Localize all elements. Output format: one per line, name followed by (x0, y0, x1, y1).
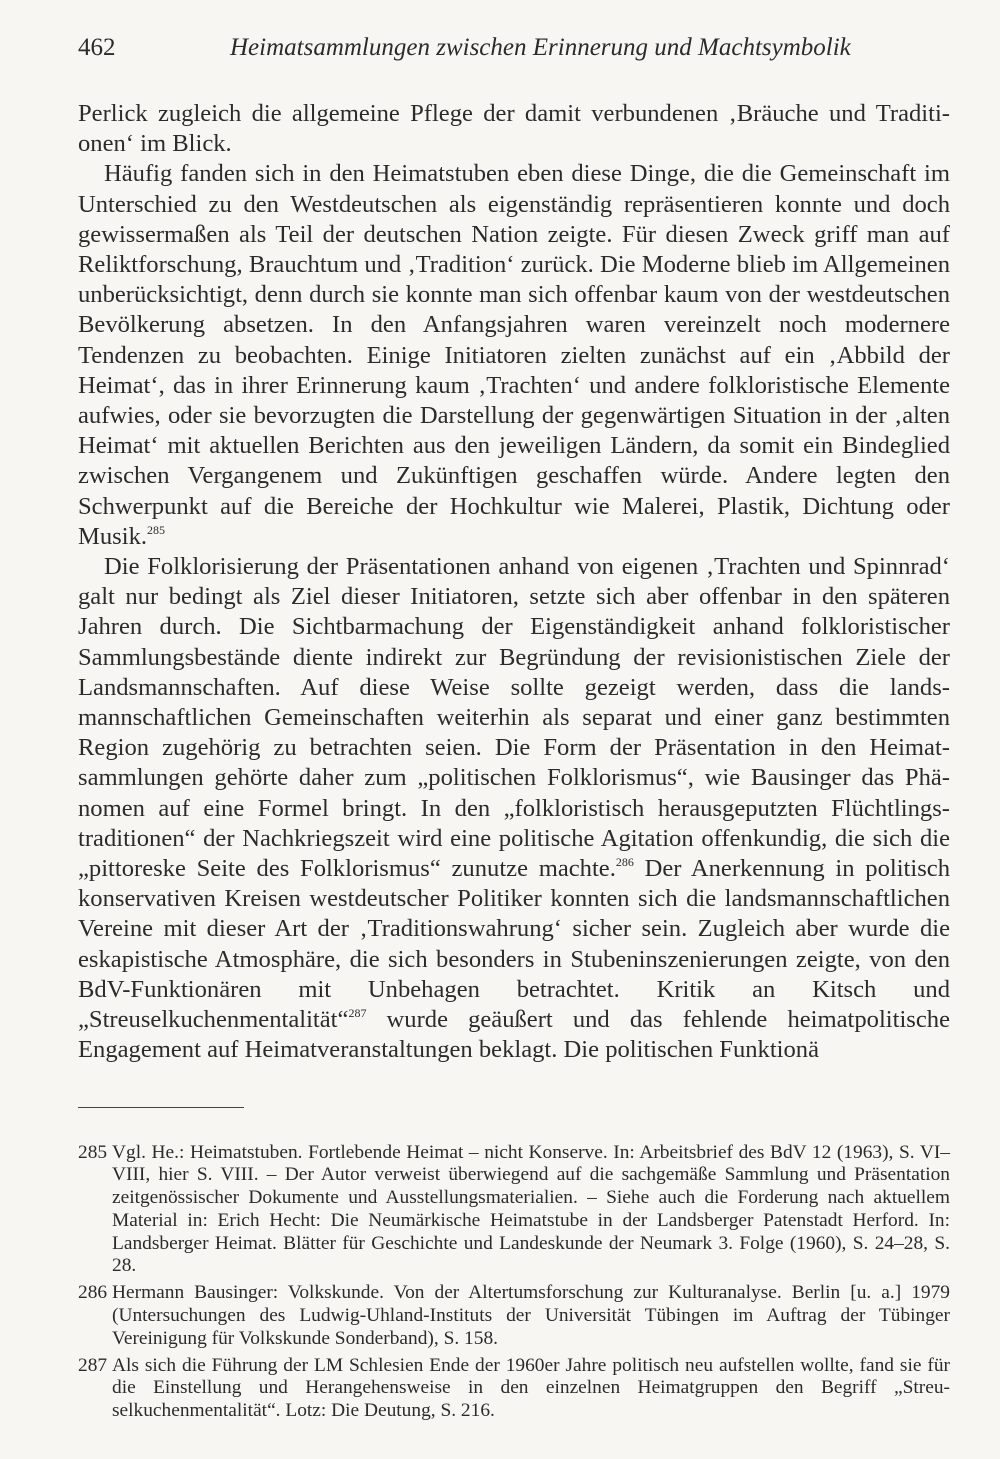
footnote-ref-285: 285 (147, 522, 166, 537)
footnote-ref-287: 287 (348, 1005, 367, 1020)
footnote-text: Vgl. He.: Heimatstuben. Fortlebende Heimat – nicht Konserve. In: Arbeitsbrief des BdV 12 (1963), S. VI–VIII, hier S. VIII. – Der Autor verweist überwiegend auf die sachgemäße Sammlung und Präsentation zeitgenössischer Dokumente und Ausstellungsmaterialien. – Siehe auch die Forderung nach aktuellem Material in: Erich Hecht: Die Neumärkische Heimatstube in der Landsberger Patenstadt Herford. In: Landsberger Heimat. Blätter für Geschichte und Landeskunde der Neumark 3. Folge (1960), S. 24–28, S. 28. (112, 1141, 950, 1277)
paragraph-1: Perlick zugleich die allgemeine Pflege der damit verbundenen ‚Bräuche und Traditionen‘ im Blick. (78, 100, 950, 158)
footnote-text: Hermann Bausinger: Volkskunde. Von der Altertumsforschung zur Kulturanalyse. Berlin [u. a.] 1979 (Untersuchungen des Ludwig-Uhland-Instituts der Universität Tübingen im Auftrag der Tübinger Vereinigung für Volkskunde Sonderband), S. 158. (112, 1282, 950, 1349)
footnote-text: Als sich die Führung der LM Schlesien Ende der 1960er Jahre politisch neu aufstellen wollte, fand sie für die Einstellung und Herangehensweise in den einzelnen Heimatgruppen den Begriff „Streuselkuchenmentalität“. Lotz: Die Deutung, S. 216. (112, 1354, 950, 1422)
paragraph-3-text-c: wurde geäußert und das fehlende heimatpolitische Engagement auf Heimatveranstaltungen beklagt. Die politischen Funktionä (78, 1006, 950, 1064)
footnote-285 (78, 1142, 950, 1279)
footnote-ref-286: 286 (615, 854, 634, 869)
page-header (78, 30, 950, 70)
running-head: Heimatsammlungen zwischen Erinnerung und Machtsymbolik (230, 34, 851, 61)
paragraph-3-text-a: Die Folklorisierung der Präsentationen anhand von eigenen ‚Trachten und Spinnrad‘ galt nur bedingt als Ziel dieser Initiatoren, setzte sich aber offenbar in den späteren Jahren durch. Die Sichtbarmachung der Eigenständigkeit anhand folkloristischer Sammlungsbestände diente indirekt zur Begründung der revisionistischen Ziele der Landsmannschaften. Auf diese Weise sollte gezeigt werden, dass die landsmannschaftlichen Gemeinschaften weiterhin als separat und einer ganz bestimmten Region zugehörig zu betrachten seien. Die Form der Präsentation in den Heimatsammlungen gehörte daher zum „politischen Folklorismus“, wie Bausinger das Phänomen auf eine Formel bringt. In den „folkloristisch herausgeputzten Flüchtlingstraditionen“ der Nachkriegszeit wird eine politische Agitation offenkundig, die sich die „pittoreske Seite des Folklorismus“ zunutze machte. (78, 553, 950, 883)
body-text (78, 99, 950, 1066)
paragraph-2 (78, 159, 950, 552)
page-number: 462 (78, 34, 116, 61)
footnote-number: 286 (78, 1282, 108, 1304)
footnote-number: 285 (78, 1141, 108, 1163)
footnote-number: 287 (78, 1354, 108, 1376)
paragraph-3-text-b: Der Anerkennung in politisch konservativen Kreisen westdeutscher Politiker konnten sich die landsmannschaftlichen Vereine mit dieser Art der ‚Traditionswahrung‘ sicher sein. Zugleich aber wurde die eskapistische Atmosphäre, die sich besonders in Stubeninszenierungen zeigte, von den BdV-Funktionären mit Unbehagen betrachtet. Kritik an Kitsch und „Streuselkuchenmentalität“ (78, 855, 950, 1034)
footnote-286 (78, 1282, 950, 1350)
footnotes (78, 1142, 950, 1424)
paragraph-2-text: Häufig fanden sich in den Heimatstuben eben diese Dinge, die die Gemeinschaft im Unterschied zu den Westdeutschen als eigenständig repräsentieren konnte und doch gewissermaßen als Teil der deutschen Nation zeigte. Für diesen Zweck griff man auf Reliktforschung, Brauchtum und ‚Tradition‘ zurück. Die Moderne blieb im Allgemeinen unberücksichtigt, denn durch sie konnte man sich offenbar kaum von der westdeutschen Bevölkerung absetzen. In den Anfangsjahren waren vereinzelt noch modernere Tendenzen zu beobachten. Einige Initiatoren zielten zunächst auf ein ‚Abbild der Heimat‘, das in ihrer Erinnerung kaum ‚Trachten‘ und andere folkloristische Elemente aufwies, oder sie bevorzugten die Darstellung der gegenwärtigen Situation in der ‚alten Heimat‘ mit aktuellen Berichten aus den jeweiligen Ländern, da somit ein Bindeglied zwischen Vergangenem und Zukünftigen geschaffen würde. Andere legten den Schwerpunkt auf die Bereiche der Hochkultur wie Malerei, Plastik, Dichtung oder Musik. (78, 160, 950, 550)
paragraph-3 (78, 552, 950, 1065)
footnote-287 (78, 1355, 950, 1423)
book-page (78, 30, 950, 1427)
footnote-divider (78, 1107, 244, 1108)
